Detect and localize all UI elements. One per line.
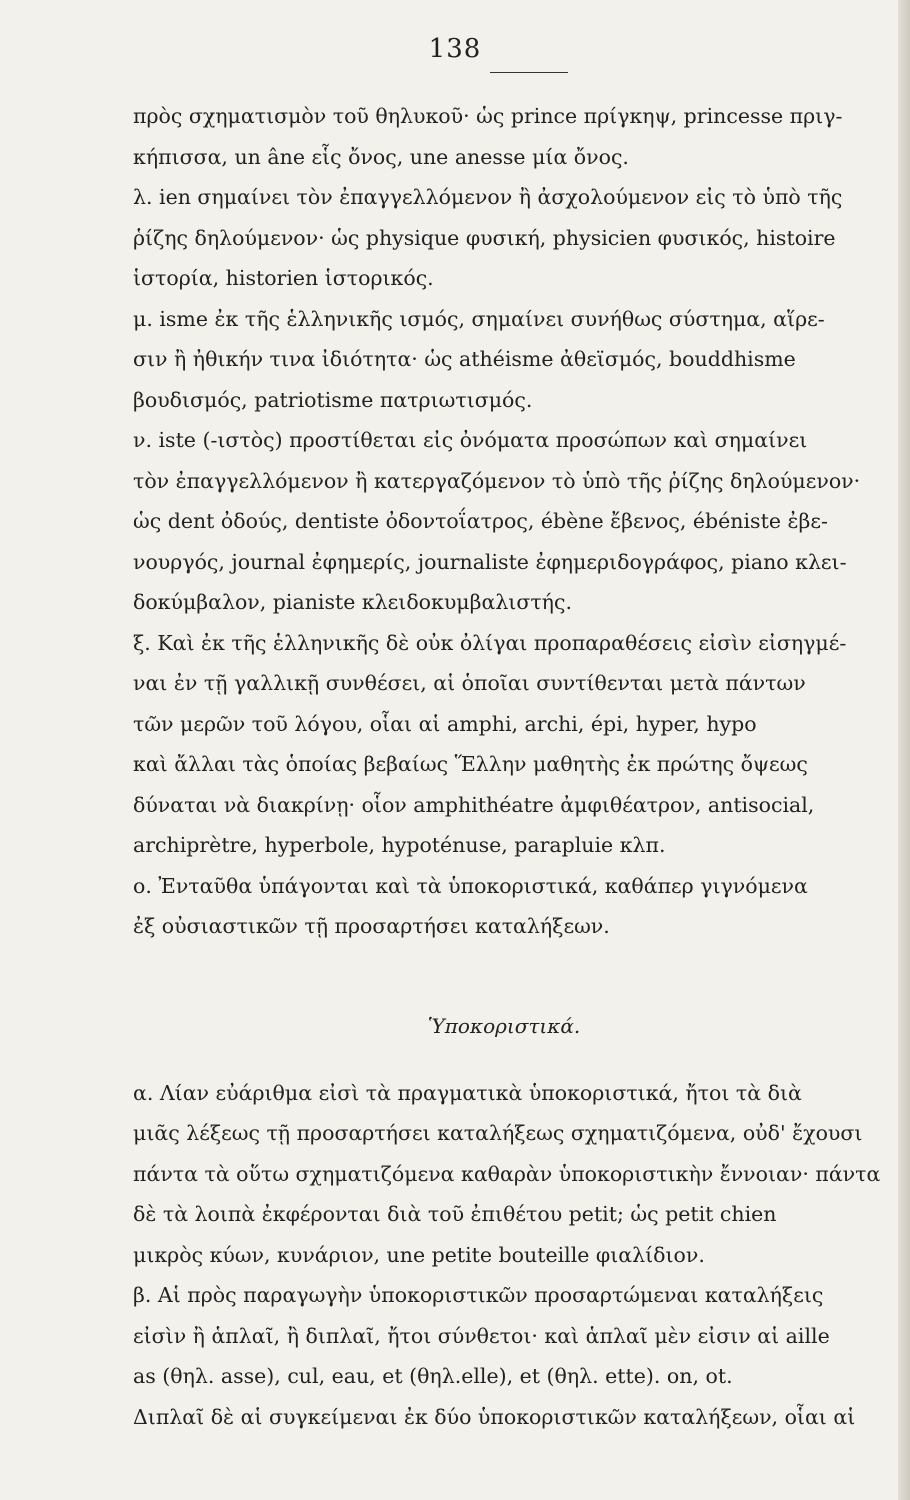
text-line: α. Λίαν εὐάριθμα εἰσὶ τὰ πραγματικὰ ὑποκοριστικά, ἤτοι τὰ διὰ — [133, 1080, 802, 1105]
text-line: ῥίζης δηλούμενον· ὡς physique φυσική, physicien φυσικός, histoire — [133, 225, 836, 250]
page-number-rule — [490, 72, 568, 73]
text-line: κήπισσα, un âne εἷς ὄνος, une anesse μία ὄνος. — [133, 144, 629, 169]
text-line: βουδισμός, patriotisme πατριωτισμός. — [133, 387, 533, 412]
text-line: τὸν ἐπαγγελλόμενον ἢ κατεργαζόμενον τὸ ὑπὸ τῆς ῥίζης δηλούμενον· — [133, 468, 861, 493]
text-line: εἰσὶν ἢ ἁπλαῖ, ἢ διπλαῖ, ἤτοι σύνθετοι· καὶ ἁπλαῖ μὲν εἰσιν αἱ aille — [133, 1323, 830, 1348]
text-block-1 — [133, 96, 895, 947]
text-line: δὲ τὰ λοιπὰ ἐκφέρονται διὰ τοῦ ἐπιθέτου petit; ὡς petit chien — [133, 1202, 777, 1226]
section-spacer — [133, 947, 895, 991]
text-line: σιν ἢ ἠθικήν τινα ἰδιότητα· ὡς athéisme ἀθεϊσμός, bouddhisme — [133, 347, 796, 371]
text-line: μικρὸς κύων, κυνάριον, une petite bouteille φιαλίδιον. — [133, 1242, 705, 1267]
text-line: τῶν μερῶν τοῦ λόγου, οἷαι αἱ amphi, archi, épi, hyper, hypo — [133, 711, 757, 736]
text-line: μιᾶς λέξεως τῇ προσαρτήσει καταλήξεως σχηματιζόμενα, οὐδ' ἔχουσι — [133, 1121, 863, 1145]
text-line: ναι ἐν τῇ γαλλικῇ συνθέσει, αἱ ὁποῖαι συντίθενται μετὰ πάντων — [133, 671, 806, 695]
text-line: πάντα τὰ οὕτω σχηματιζόμενα καθαρὰν ὑποκοριστικὴν ἔννοιαν· πάντα — [133, 1161, 881, 1186]
text-line: πρὸς σχηματισμὸν τοῦ θηλυκοῦ· ὡς prince πρίγκηψ, princesse πριγ- — [133, 104, 843, 128]
text-block-2 — [133, 1073, 895, 1438]
text-line: ἐξ οὐσιαστικῶν τῇ προσαρτήσει καταλήξεων. — [133, 914, 610, 938]
main-text — [133, 96, 895, 1437]
text-line: δύναται νὰ διακρίνῃ· οἷον amphithéatre ἀμφιθέατρον, antisocial, — [133, 792, 815, 817]
text-line: Διπλαῖ δὲ αἱ συγκείμεναι ἐκ δύο ὑποκοριστικῶν καταλήξεων, οἷαι αἱ — [133, 1404, 856, 1429]
text-line: ν. iste (-ιστὸς) προστίθεται εἰς ὀνόματα προσώπων καὶ σημαίνει — [133, 428, 808, 452]
text-line: archiprètre, hyperbole, hypoténuse, parapluie κλπ. — [133, 833, 666, 857]
text-line: μ. isme ἐκ τῆς ἑλληνικῆς ισμός, σημαίνει συνήθως σύστημα, αἵρε- — [133, 306, 825, 331]
text-line: λ. ien σημαίνει τὸν ἐπαγγελλόμενον ἢ ἀσχολούμενον εἰς τὸ ὑπὸ τῆς — [133, 185, 843, 209]
text-line: ὡς dent ὀδούς, dentiste ὀδοντοΐατρος, ébène ἔβενος, ébéniste ἐβε- — [133, 509, 828, 533]
page-number: 138 — [428, 34, 482, 64]
text-line: ξ. Καὶ ἐκ τῆς ἑλληνικῆς δὲ οὐκ ὀλίγαι προπαραθέσεις εἰσὶν εἰσηγμέ- — [133, 630, 847, 655]
text-line: δοκύμβαλον, pianiste κλειδοκυμβαλιστής. — [133, 590, 572, 614]
heading-spacer — [133, 1061, 895, 1073]
text-line: νουργός, journal ἐφημερίς, journaliste ἐφημεριδογράφος, piano κλει- — [133, 549, 847, 574]
text-line: καὶ ἄλλαι τὰς ὁποίας βεβαίως Ἕλλην μαθητὴς ἐκ πρώτης ὄψεως — [133, 752, 808, 776]
text-line: β. Αἱ πρὸς παραγωγὴν ὑποκοριστικῶν προσαρτώμεναι καταλήξεις — [133, 1283, 824, 1307]
text-line: as (θηλ. asse), cul, eau, et (θηλ.elle), et (θηλ. ette). on, ot. — [133, 1364, 733, 1388]
page-edge-shadow — [898, 0, 910, 1500]
text-line: ο. Ἐνταῦθα ὑπάγονται καὶ τὰ ὑποκοριστικά, καθάπερ γιγνόμενα — [133, 873, 808, 898]
text-line: ἱστορία, historien ἱστορικός. — [133, 266, 434, 290]
section-heading: Ὑποκοριστικά. — [427, 1013, 581, 1038]
